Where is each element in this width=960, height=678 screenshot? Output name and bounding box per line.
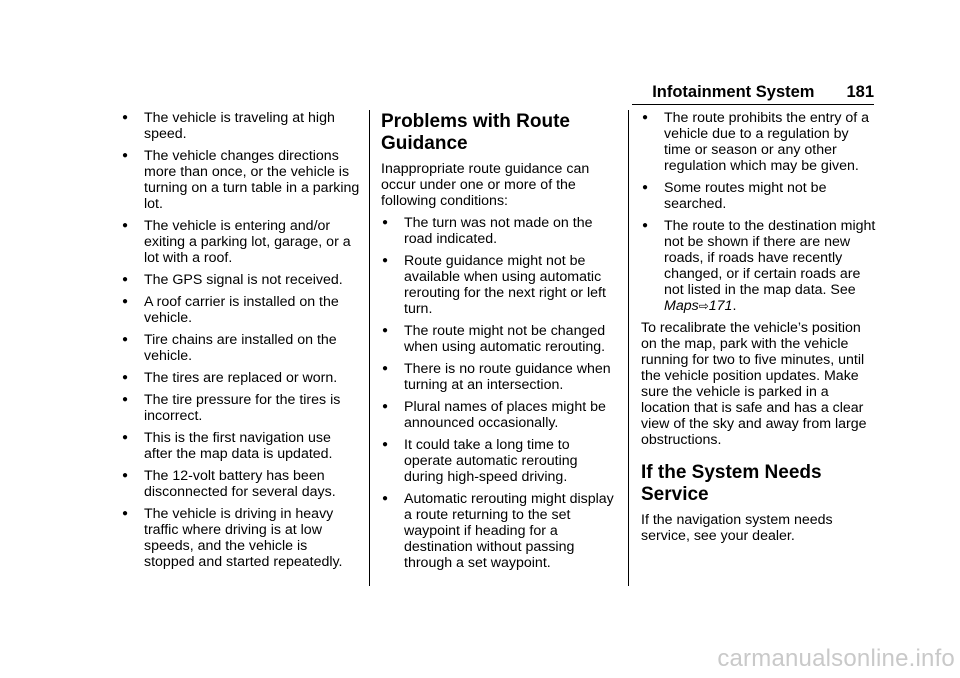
bullet-icon: ● <box>642 182 649 193</box>
intro-paragraph: Inappropriate route guidance can occur under one or more of the following conditions: <box>381 161 590 209</box>
bullet-icon: ● <box>382 217 389 228</box>
list-item-text: The tire pressure for the tires is incorrect. <box>144 392 341 424</box>
list-item <box>641 180 877 212</box>
list-item-text: This is the first navigation use after the map data is updated. <box>144 430 333 462</box>
bullet-icon: ● <box>642 220 649 231</box>
bullet-icon: ● <box>122 296 129 307</box>
maps-link[interactable]: Maps <box>664 298 699 314</box>
list-item-text: The route prohibits the entry of a vehicle due to a regulation by time or season or any other regulation which may be given. <box>664 110 870 174</box>
bullet-icon: ● <box>382 493 389 504</box>
list-item-text: There is no route guidance when turning at an intersection. <box>404 361 611 393</box>
list-item <box>121 294 361 326</box>
list-item <box>121 148 361 212</box>
watermark: carmanualsonline.info <box>717 645 955 672</box>
list-item <box>381 215 617 247</box>
page-header <box>632 80 874 104</box>
column-middle <box>381 110 617 577</box>
column-left <box>121 110 361 576</box>
bullet-icon: ● <box>122 220 129 231</box>
list-item-text: The vehicle is traveling at high speed. <box>144 110 335 142</box>
list-item <box>381 437 617 485</box>
list-item-text: It could take a long time to operate automatic rerouting during high-speed driving. <box>404 437 578 485</box>
list-item-text: Some routes might not be searched. <box>664 180 827 212</box>
bullet-icon: ● <box>382 255 389 266</box>
list-item <box>381 361 617 393</box>
list-item-text: The vehicle is driving in heavy traffic where driving is at low speeds, and the vehicle is stopped and started repeatedly. <box>144 506 343 570</box>
list-item <box>641 218 877 314</box>
list-item-text: A roof carrier is installed on the vehicle. <box>144 294 339 326</box>
bullet-icon: ● <box>122 274 129 285</box>
list-item <box>121 506 361 570</box>
list-item-text: The turn was not made on the road indicated. <box>404 215 593 247</box>
bullet-icon: ● <box>642 112 649 123</box>
list-item <box>381 253 617 317</box>
header-rule <box>632 104 874 105</box>
list-item-text: The tires are replaced or worn. <box>144 370 338 386</box>
list-item-text: The route to the destination might not be shown if there are new roads, if roads have recently changed, or if certain roads are not listed in the map data. See <box>664 218 876 298</box>
list-item <box>381 491 617 571</box>
list-item-text: The 12-volt battery has been disconnected for several days. <box>144 468 336 500</box>
bullet-icon: ● <box>122 432 129 443</box>
list-item <box>381 323 617 355</box>
list-item <box>381 399 617 431</box>
bullet-icon: ● <box>122 508 129 519</box>
heading-system-needs-service: If the System Needs Service <box>641 462 822 505</box>
route-problem-list <box>641 110 877 212</box>
page-ref-arrow-icon: ⇨ <box>698 299 709 313</box>
list-item <box>121 272 361 288</box>
list-item <box>121 370 361 386</box>
list-item-text: Automatic rerouting might display a route returning to the set waypoint if heading for a destination without passing through a set waypoint. <box>404 491 614 571</box>
section-title: Infotainment System <box>652 83 815 101</box>
list-item <box>641 110 877 174</box>
bullet-icon: ● <box>122 372 129 383</box>
list-item-text: The GPS signal is not received. <box>144 272 343 288</box>
list-item <box>121 218 361 266</box>
list-item-text: Plural names of places might be announced occasionally. <box>404 399 606 431</box>
list-item <box>121 468 361 500</box>
heading-problems-route-guidance: Problems with Route Guidance <box>381 111 570 154</box>
list-item-text: Tire chains are installed on the vehicle. <box>144 332 337 364</box>
bullet-icon: ● <box>382 325 389 336</box>
condition-list <box>121 110 361 570</box>
bullet-icon: ● <box>122 150 129 161</box>
bullet-icon: ● <box>382 439 389 450</box>
sentence-end: . <box>732 298 737 314</box>
bullet-icon: ● <box>122 470 129 481</box>
column-divider-right <box>628 110 629 586</box>
bullet-icon: ● <box>382 363 389 374</box>
route-guidance-list <box>381 215 617 571</box>
list-item-text: Route guidance might not be available when using automatic rerouting for the next right or left turn. <box>404 253 606 317</box>
list-item <box>121 332 361 364</box>
list-item <box>121 392 361 424</box>
list-item-text: The vehicle is entering and/or exiting a parking lot, garage, or a lot with a roof. <box>144 218 351 266</box>
list-item-text: The route might not be changed when using automatic rerouting. <box>404 323 606 355</box>
bullet-icon: ● <box>122 334 129 345</box>
service-paragraph: If the navigation system needs service, see your dealer. <box>641 512 833 544</box>
maps-page-ref[interactable]: 171 <box>708 298 733 314</box>
recalibrate-paragraph: To recalibrate the vehicle’s position on the map, park with the vehicle running for two to five minutes, until the vehicle position updates. Make sure the vehicle is parked in a location that is safe and has a clear view of the sky and away from large obstructions. <box>641 320 867 448</box>
bullet-icon: ● <box>122 394 129 405</box>
bullet-icon: ● <box>122 112 129 123</box>
list-item <box>121 110 361 142</box>
column-right <box>641 110 877 550</box>
bullet-icon: ● <box>382 401 389 412</box>
page-number: 181 <box>846 83 874 101</box>
list-item <box>121 430 361 462</box>
column-divider-left <box>369 110 370 586</box>
list-item-text: The vehicle changes directions more than once, or the vehicle is turning on a turn table in a parking lot. <box>144 148 360 212</box>
